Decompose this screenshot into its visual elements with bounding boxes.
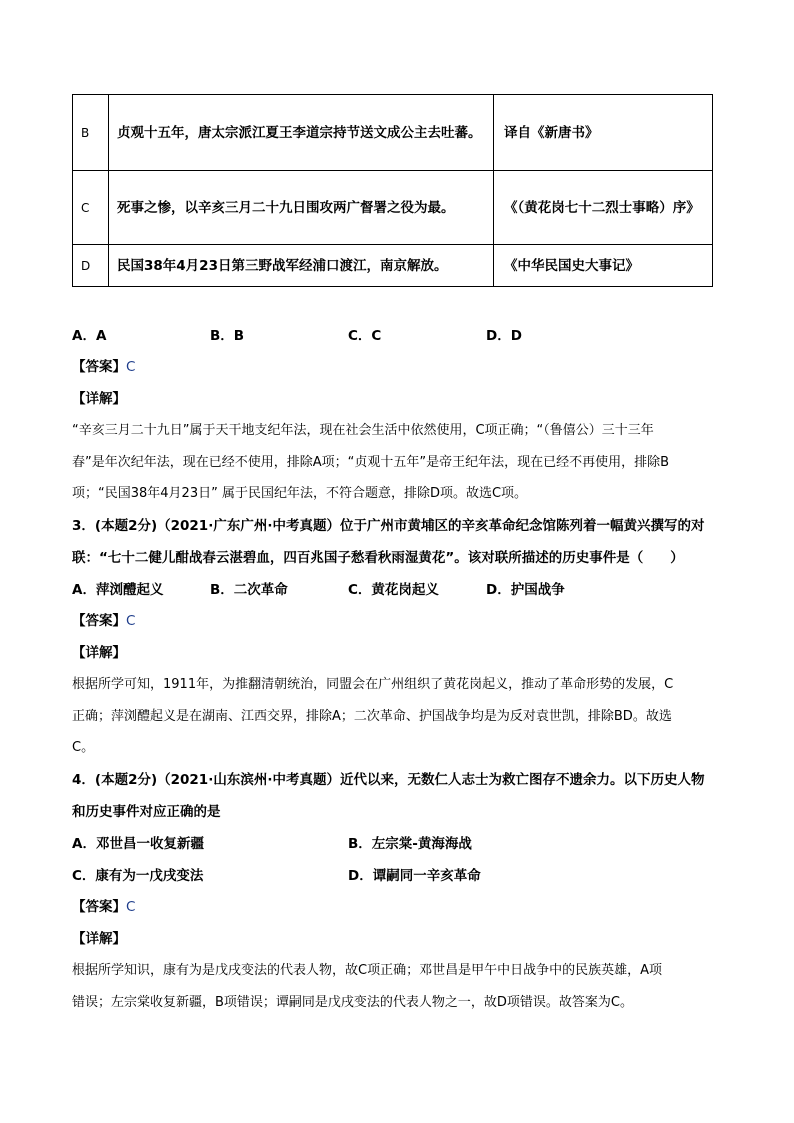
table-row: [73, 171, 713, 245]
content-cell: 民国38年4月23日第三野战军经浦口渡江，南京解放。: [109, 245, 494, 287]
choice-c: C．C: [348, 328, 382, 344]
q3-detail-line: 正确；萍浏醴起义是在湖南、江西交界，排除A；二次革命、护国战争均是为反对袁世凯，排除BD。故选: [72, 709, 672, 724]
option-cell: D: [73, 245, 109, 287]
q3-stem-line: 联：“七十二健儿酣战春云湛碧血，四百兆国子愁看秋雨湿黄花”。该对联所描述的历史事件是（ ）: [72, 550, 684, 566]
answer-label: 【答案】: [72, 899, 126, 915]
q4-stem-line: 和历史事件对应正确的是: [72, 804, 221, 820]
q3-detail-line: 根据所学可知，1911年，为推翻清朝统治，同盟会在广州组织了黄花岗起义，推动了革命形势的发展，C: [72, 677, 674, 692]
q4-detail-label: 【详解】: [72, 931, 126, 947]
choice-b: B．左宗棠-黄海海战: [348, 836, 472, 852]
choice-d: D．护国战争: [486, 582, 565, 598]
content-cell: 贞观十五年，唐太宗派江夏王李道宗持节送文成公主去吐蕃。: [109, 95, 494, 171]
choice-b: B．二次革命: [210, 582, 288, 598]
q4-detail-line: 错误；左宗棠收复新疆，B项错误；谭嗣同是戊戌变法的代表人物之一，故D项错误。故答案为C。: [72, 995, 634, 1010]
source-cell: 译自《新唐书》: [494, 95, 713, 171]
q3-choices: [72, 580, 722, 600]
choice-a: A．A: [72, 328, 107, 344]
choice-a: A．萍浏醴起义: [72, 582, 164, 598]
q2-choices: [72, 326, 722, 346]
choice-c: C．黄花岗起义: [348, 582, 439, 598]
table-row: [73, 95, 713, 171]
source-table: [72, 94, 713, 287]
answer-label: 【答案】: [72, 359, 126, 375]
q2-detail-line: 春”是年次纪年法，现在已经不使用，排除A项；“贞观十五年”是帝王纪年法，现在已经不再使用，排除B: [72, 455, 670, 470]
choice-c: C．康有为一戊戌变法: [72, 868, 204, 884]
choice-b: B．B: [210, 328, 245, 344]
q2-detail-line: 项；“民国38年4月23日” 属于民国纪年法，不符合题意，排除D项。故选C项。: [72, 486, 528, 501]
table-row: [73, 245, 713, 287]
source-cell: 《（黄花岗七十二烈士事略）序》: [494, 171, 713, 245]
q3-answer: [72, 611, 722, 631]
q4-stem-line: 4．(本题2分)（2021·山东滨州·中考真题）近代以来，无数仁人志士为救亡图存不遗余力。以下历史人物: [72, 772, 705, 788]
answer-label: 【答案】: [72, 613, 126, 629]
choice-d: D．D: [486, 328, 522, 344]
choice-a: A．邓世昌一收复新疆: [72, 836, 204, 852]
answer-value: C: [126, 899, 136, 915]
q4-choices-row1: [72, 834, 722, 854]
q2-detail-label: 【详解】: [72, 391, 126, 407]
option-cell: B: [73, 95, 109, 171]
q2-detail-line: “辛亥三月二十九日”属于天干地支纪年法，现在社会生活中依然使用，C项正确；“（鲁僖公）三十三年: [72, 423, 654, 438]
content-cell: 死事之惨，以辛亥三月二十九日围攻两广督署之役为最。: [109, 171, 494, 245]
source-cell: 《中华民国史大事记》: [494, 245, 713, 287]
q4-detail-line: 根据所学知识，康有为是戊戌变法的代表人物，故C项正确；邓世昌是甲午中日战争中的民族英雄，A项: [72, 963, 662, 978]
q3-detail-line: C。: [72, 740, 95, 755]
option-cell: C: [73, 171, 109, 245]
answer-value: C: [126, 359, 136, 375]
q3-stem-line: 3．(本题2分)（2021·广东广州·中考真题）位于广州市黄埔区的辛亥革命纪念馆陈列着一幅黄兴撰写的对: [72, 518, 705, 534]
choice-d: D．谭嗣同一辛亥革命: [348, 868, 481, 884]
q4-choices-row2: [72, 866, 722, 886]
q4-answer: [72, 897, 722, 917]
q2-answer: [72, 357, 722, 377]
answer-value: C: [126, 613, 136, 629]
q3-detail-label: 【详解】: [72, 645, 126, 661]
